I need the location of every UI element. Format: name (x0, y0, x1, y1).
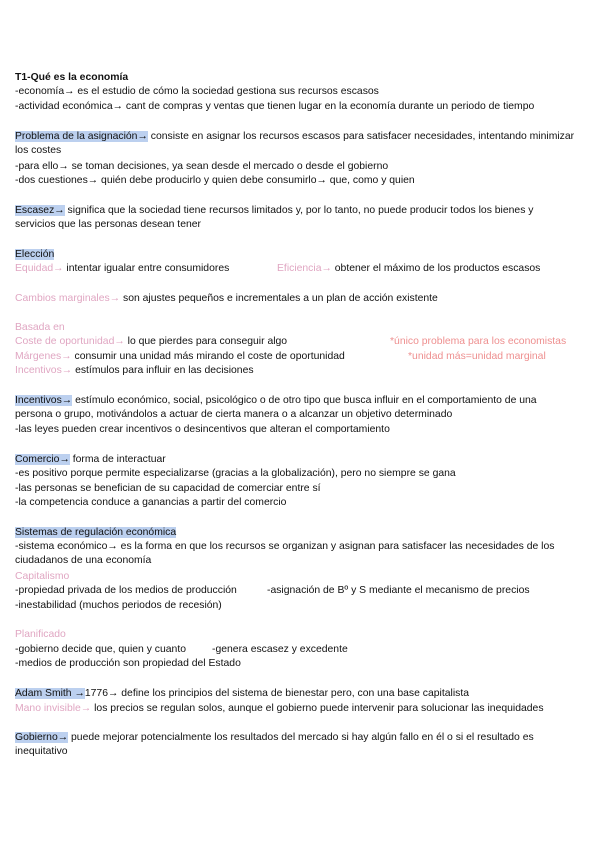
capitalismo-item-1: -propiedad privada de los medios de producción (15, 585, 237, 596)
asignacion-term: Problema de la asignación→ (15, 131, 148, 142)
eficiencia-term: Eficiencia→ (277, 263, 332, 274)
planificado-item-3: -medios de producción son propiedad del Estado (15, 658, 241, 669)
gobierno-paragraph (15, 731, 575, 759)
gobierno-text: puede mejorar potencialmente los resultados del mercado si hay algún fallo en él o si el resultado es inequitativo (15, 732, 534, 757)
smith-line (15, 687, 469, 701)
smith-text: 1776→ define los principios del sistema de bienestar pero, con una base capitalista (84, 688, 469, 699)
margenes-text: consumir una unidad más mirando el coste de oportunidad (71, 351, 345, 362)
margenes-line (15, 350, 345, 364)
coste-term: Coste de oportunidad→ (15, 336, 125, 347)
asignacion-text: consiste en asignar los recursos escasos para satisfacer necesidades, intentando minimizar los costes (15, 131, 575, 156)
incentivos-term: Incentivos→ (15, 395, 73, 406)
smith-term: Adam Smith → (15, 688, 85, 699)
comercio-bullet-2: -las personas se benefician de su capacidad de comerciar entre sí (15, 483, 321, 494)
comercio-bullet-3: -la competencia conduce a ganancias a partir del comercio (15, 497, 287, 508)
equidad-term: Equidad→ (15, 263, 64, 274)
cambios-text: son ajustes pequeños e incrementales a un plan de acción existente (120, 293, 438, 304)
sistemas-heading (15, 526, 176, 540)
equidad-line (15, 262, 229, 276)
margenes-term: Márgenes→ (15, 351, 72, 362)
asignacion-paragraph (15, 130, 575, 158)
coste-line (15, 335, 287, 349)
escasez-term: Escasez→ (15, 205, 65, 216)
equidad-text: intentar igualar entre consumidores (63, 263, 230, 274)
coste-note: *único problema para los economistas (390, 336, 567, 347)
asignacion-bullet-2: -dos cuestiones→ quién debe producirlo y quien debe consumirlo→ que, como y quien (15, 175, 415, 186)
eleccion-heading (15, 248, 54, 262)
planificado-item-2: -genera escasez y excedente (212, 644, 348, 655)
capitalismo-heading: Capitalismo (15, 571, 70, 582)
margenes-note: *unidad más=unidad marginal (408, 351, 546, 362)
capitalismo-item-2: -asignación de Bº y S mediante el mecanismo de precios (267, 585, 530, 596)
asignacion-bullet-1: -para ello→ se toman decisiones, ya sean desde el mercado o desde el gobierno (15, 161, 389, 172)
mano-term: Mano invisible→ (15, 703, 92, 714)
incentivos-bullet: -las leyes pueden crear incentivos o desincentivos que alteran el comportamiento (15, 424, 390, 435)
eleccion-heading-text: Elección (15, 249, 55, 260)
comercio-term: Comercio→ (15, 454, 70, 465)
basada-heading: Basada en (15, 322, 65, 333)
capitalismo-item-3: -inestabilidad (muchos periodos de recesión) (15, 600, 222, 611)
intro-line-actividad: -actividad económica→ cant de compras y ventas que tienen lugar en la economía durante un periodo de tiempo (15, 101, 535, 112)
escasez-paragraph (15, 204, 575, 232)
incentivos-text: estímulo económico, social, psicológico o de otro tipo que busca influir en el comportamiento de una persona o grupo, motivándolos a actuar de cierta manera o a alcanzar un objetivo determinado (15, 395, 537, 420)
comercio-text: forma de interactuar (69, 454, 166, 465)
incentivos-basada-term: Incentivos→ (15, 365, 73, 376)
planificado-heading: Planificado (15, 629, 66, 640)
comercio-line (15, 453, 166, 467)
coste-text: lo que pierdes para conseguir algo (124, 336, 288, 347)
incentivos-basada-line (15, 364, 254, 378)
comercio-bullet-1: -es positivo porque permite especializarse (gracias a la globalización), pero no siempre se gana (15, 468, 456, 479)
eficiencia-text: obtener el máximo de los productos escasos (331, 263, 541, 274)
mano-line (15, 702, 544, 716)
planificado-item-1: -gobierno decide que, quien y cuanto (15, 644, 186, 655)
cambios-term: Cambios marginales→ (15, 293, 121, 304)
incentivos-basada-text: estímulos para influir en las decisiones (72, 365, 254, 376)
escasez-text: significa que la sociedad tiene recursos limitados y, por lo tanto, no puede producir todos los bienes y servicios que las personas desean tener (15, 205, 534, 230)
sistemas-text: -sistema económico→ es la forma en que los recursos se organizan y asignan para satisfacer las necesidades de los ciudadanos de una economía (15, 541, 555, 566)
incentivos-paragraph (15, 394, 575, 422)
eficiencia-line (277, 262, 540, 276)
cambios-line (15, 292, 438, 306)
page-title: T1-Qué es la economía (15, 72, 129, 83)
sistemas-heading-text: Sistemas de regulación económica (15, 527, 177, 538)
gobierno-term: Gobierno→ (15, 732, 69, 743)
intro-line-economia: -economía→ es el estudio de cómo la sociedad gestiona sus recursos escasos (15, 86, 379, 97)
mano-text: los precios se regulan solos, aunque el gobierno puede intervenir para solucionar las inequidades (91, 703, 544, 714)
